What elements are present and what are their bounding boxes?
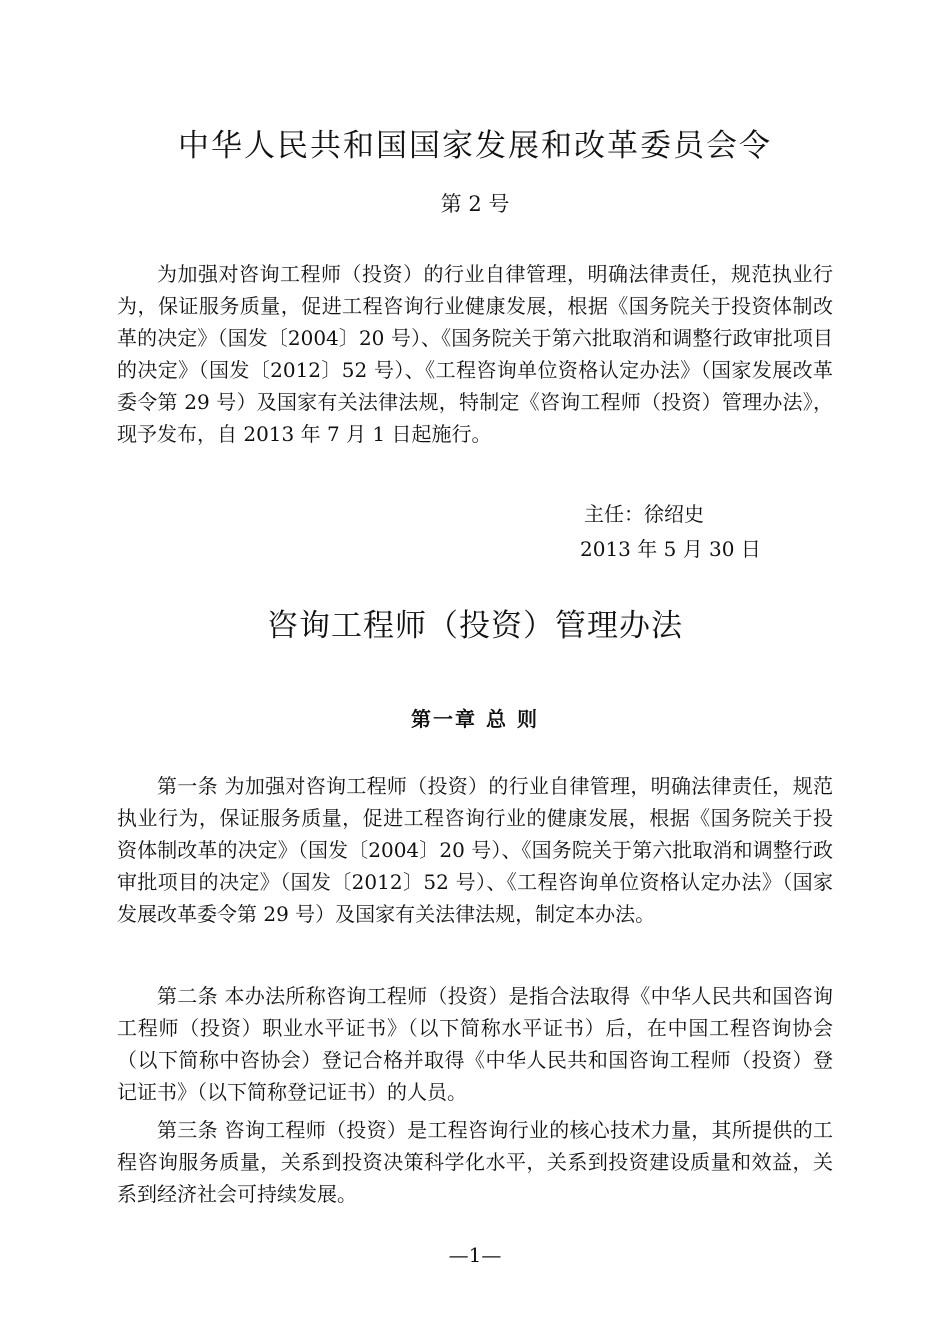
page-number: —1— [448,1243,502,1267]
signer: 主任：徐绍史 [584,502,704,526]
signing-date: 2013 年 5 月 30 日 [580,537,761,561]
decree-preamble: 为加强对咨询工程师（投资）的行业自律管理，明确法律责任，规范执业行为，保证服务质量，促进工程咨询行业健康发展，根据《国务院关于投资体制改革的决定》（国发〔2004〕20 号）、《国务院关于第六批取消和调整行政审批项目的决定》（国发〔2012〕52 号）、《工程咨询单位资格认定办法》（国家发展改革委令第 29 号）及国家有关法律法规，特制定《咨询工程师（投资）管理办法》，现予发布，自 2013 年 7 月 1 日起施行。 [117,262,833,446]
article-2: 第二条 本办法所称咨询工程师（投资）是指合法取得《中华人民共和国咨询工程师（投资）职业水平证书》（以下简称水平证书）后，在中国工程咨询协会（以下简称中咨协会）登记合格并取得《中华人民共和国咨询工程师（投资）登记证书》（以下简称登记证书）的人员。 [117,984,833,1104]
decree-title: 中华人民共和国国家发展和改革委员会令 [178,128,772,164]
decree-number: 第 2 号 [440,192,510,216]
article-1: 第一条 为加强对咨询工程师（投资）的行业自律管理，明确法律责任，规范执业行为，保证服务质量，促进工程咨询行业的健康发展，根据《国务院关于投资体制改革的决定》（国发〔2004〕20 号）、《国务院关于第六批取消和调整行政审批项目的决定》（国发〔2012〕52 号）、《工程咨询单位资格认定办法》（国家发展改革委令第 29 号）及国家有关法律法规，制定本办法。 [117,774,833,926]
rules-title: 咨询工程师（投资）管理办法 [267,608,683,644]
chapter-title: 第一章 总 则 [411,707,539,731]
article-3: 第三条 咨询工程师（投资）是工程咨询行业的核心技术力量，其所提供的工程咨询服务质量，关系到投资决策科学化水平，关系到投资建设质量和效益，关系到经济社会可持续发展。 [117,1118,833,1206]
